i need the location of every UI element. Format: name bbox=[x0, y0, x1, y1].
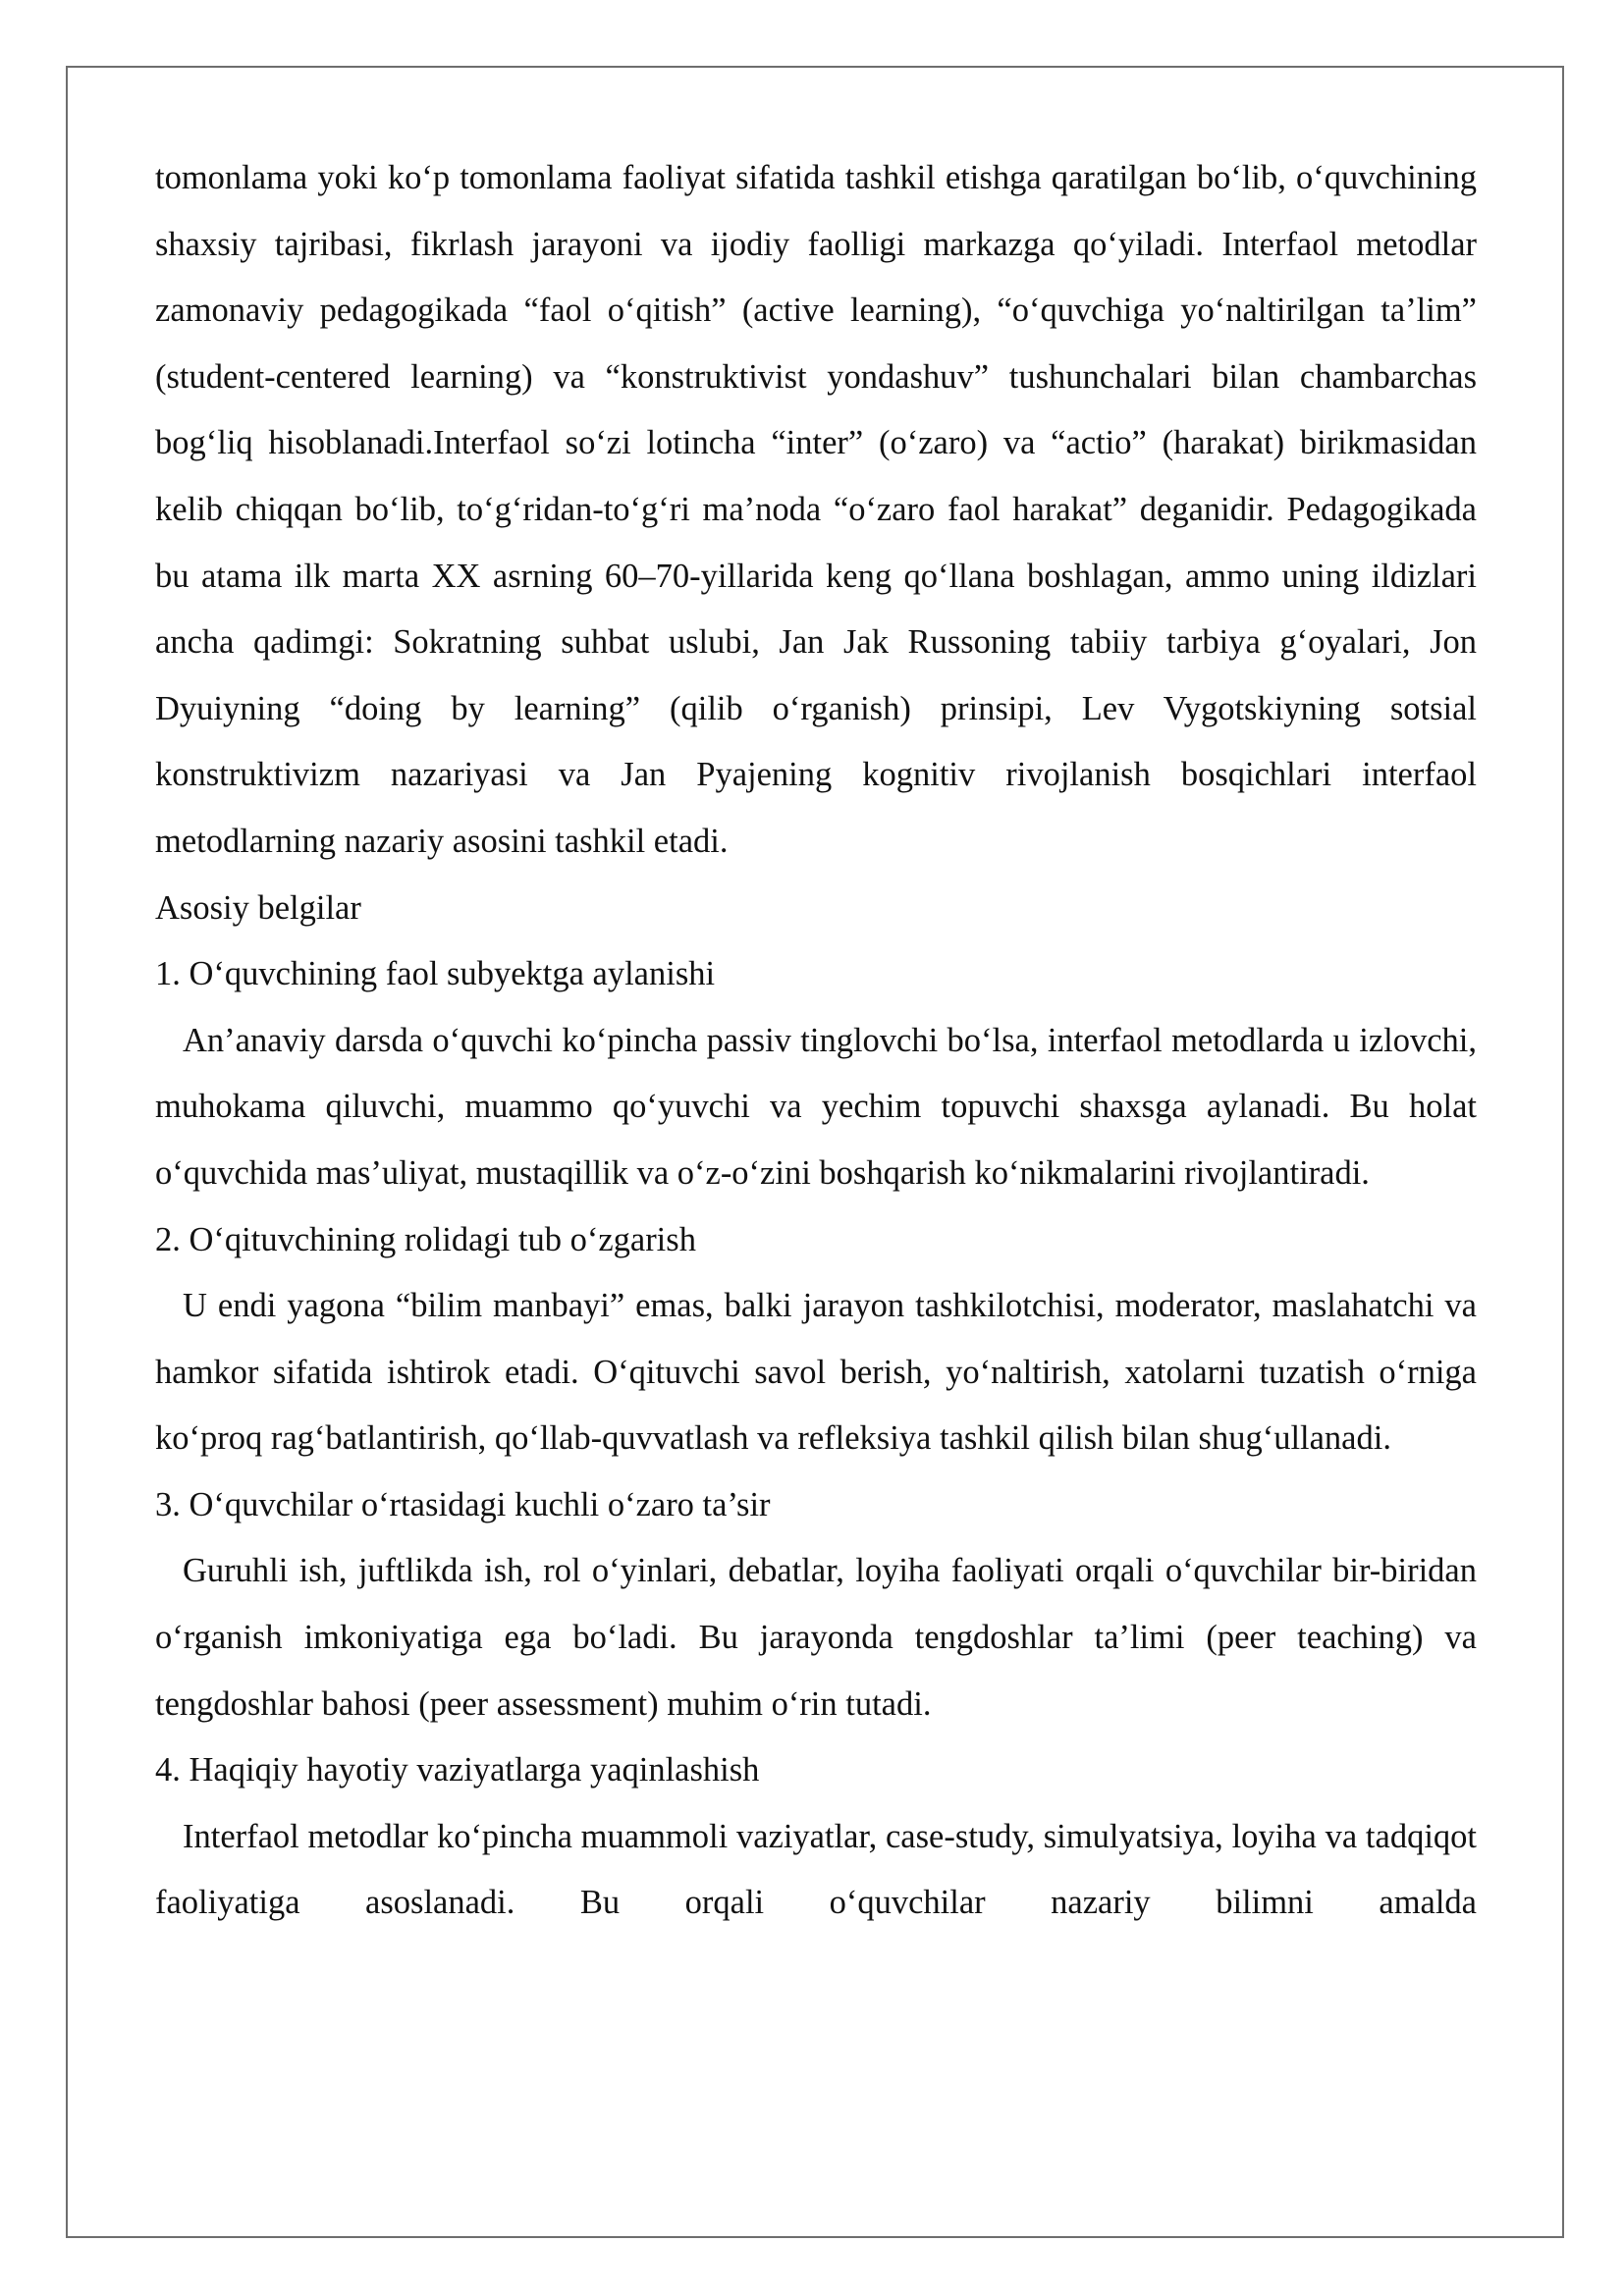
intro-paragraph: tomonlama yoki ko‘p tomonlama faoliyat sifatida tashkil etishga qaratilgan bo‘lib, o‘quvchining shaxsiy tajribasi, fikrlash jarayoni va ijodiy faolligi markazga qo‘yiladi. Interfaol metodlar zamonaviy pedagogikada “faol o‘qitish” (active learning), “o‘quvchiga yo‘naltirilgan ta’lim” (student-centered learning) va “konstruktivist yondashuv” tushunchalari bilan chambarchas bog‘liq hisoblanadi.Interfaol so‘zi lotincha “inter” (o‘zaro) va “actio” (harakat) birikmasidan kelib chiqqan bo‘lib, to‘g‘ridan-to‘g‘ri ma’noda “o‘zaro faol harakat” deganidir. Pedagogikada bu atama ilk marta XX asrning 60–70-yillarida keng qo‘llana boshlagan, ammo uning ildizlari ancha qadimgi: Sokratning suhbat uslubi, Jan Jak Russoning tabiiy tarbiya g‘oyalari, Jon Dyuiyning “doing by learning” (qilib o‘rganish) prinsipi, Lev Vygotskiyning sotsial konstruktivizm nazariyasi va Jan Pyajening kognitiv rivojlanish bosqichlari interfaol metodlarning nazariy asosini tashkil etadi. bbox=[155, 159, 1477, 860]
item-body: An’anaviy darsda o‘quvchi ko‘pincha passiv tinglovchi bo‘lsa, interfaol metodlarda u izlovchi, muhokama qiluvchi, muammo qo‘yuvchi va yechim topuvchi shaxsga aylanadi. Bu holat o‘quvchida mas’uliyat, mustaqillik va o‘z-o‘zini boshqarish ko‘nikmalarini rivojlantiradi. bbox=[155, 1021, 1477, 1192]
section-heading: Asosiy belgilar bbox=[155, 888, 361, 927]
item-heading: 3. O‘quvchilar o‘rtasidagi kuchli o‘zaro ta’sir bbox=[155, 1485, 771, 1523]
item-body: Interfaol metodlar ko‘pincha muammoli vaziyatlar, case-study, simulyatsiya, loyiha va tadqiqot faoliyatiga asoslanadi. Bu orqali o‘quvchilar nazariy bilimni amalda bbox=[155, 1817, 1477, 1922]
item-heading: 2. O‘qituvchining rolidagi tub o‘zgarish bbox=[155, 1220, 696, 1258]
document-body bbox=[155, 145, 1477, 1937]
item-heading: 1. O‘quvchining faol subyektga aylanishi bbox=[155, 955, 716, 993]
item-heading: 4. Haqiqiy hayotiy vaziyatlarga yaqinlashish bbox=[155, 1751, 760, 1789]
item-body: Guruhli ish, juftlikda ish, rol o‘yinlari, debatlar, loyiha faoliyati orqali o‘quvchilar bir-biridan o‘rganish imkoniyatiga ega bo‘ladi. Bu jarayonda tengdoshlar ta’limi (peer teaching) va tengdoshlar bahosi (peer assessment) muhim o‘rin tutadi. bbox=[155, 1552, 1477, 1723]
item-body: U endi yagona “bilim manbayi” emas, balki jarayon tashkilotchisi, moderator, maslahatchi va hamkor sifatida ishtirok etadi. O‘qituvchi savol berish, yo‘naltirish, xatolarni tuzatish o‘rniga ko‘proq rag‘batlantirish, qo‘llab-quvvatlash va refleksiya tashkil qilish bilan shug‘ullanadi. bbox=[155, 1287, 1477, 1458]
